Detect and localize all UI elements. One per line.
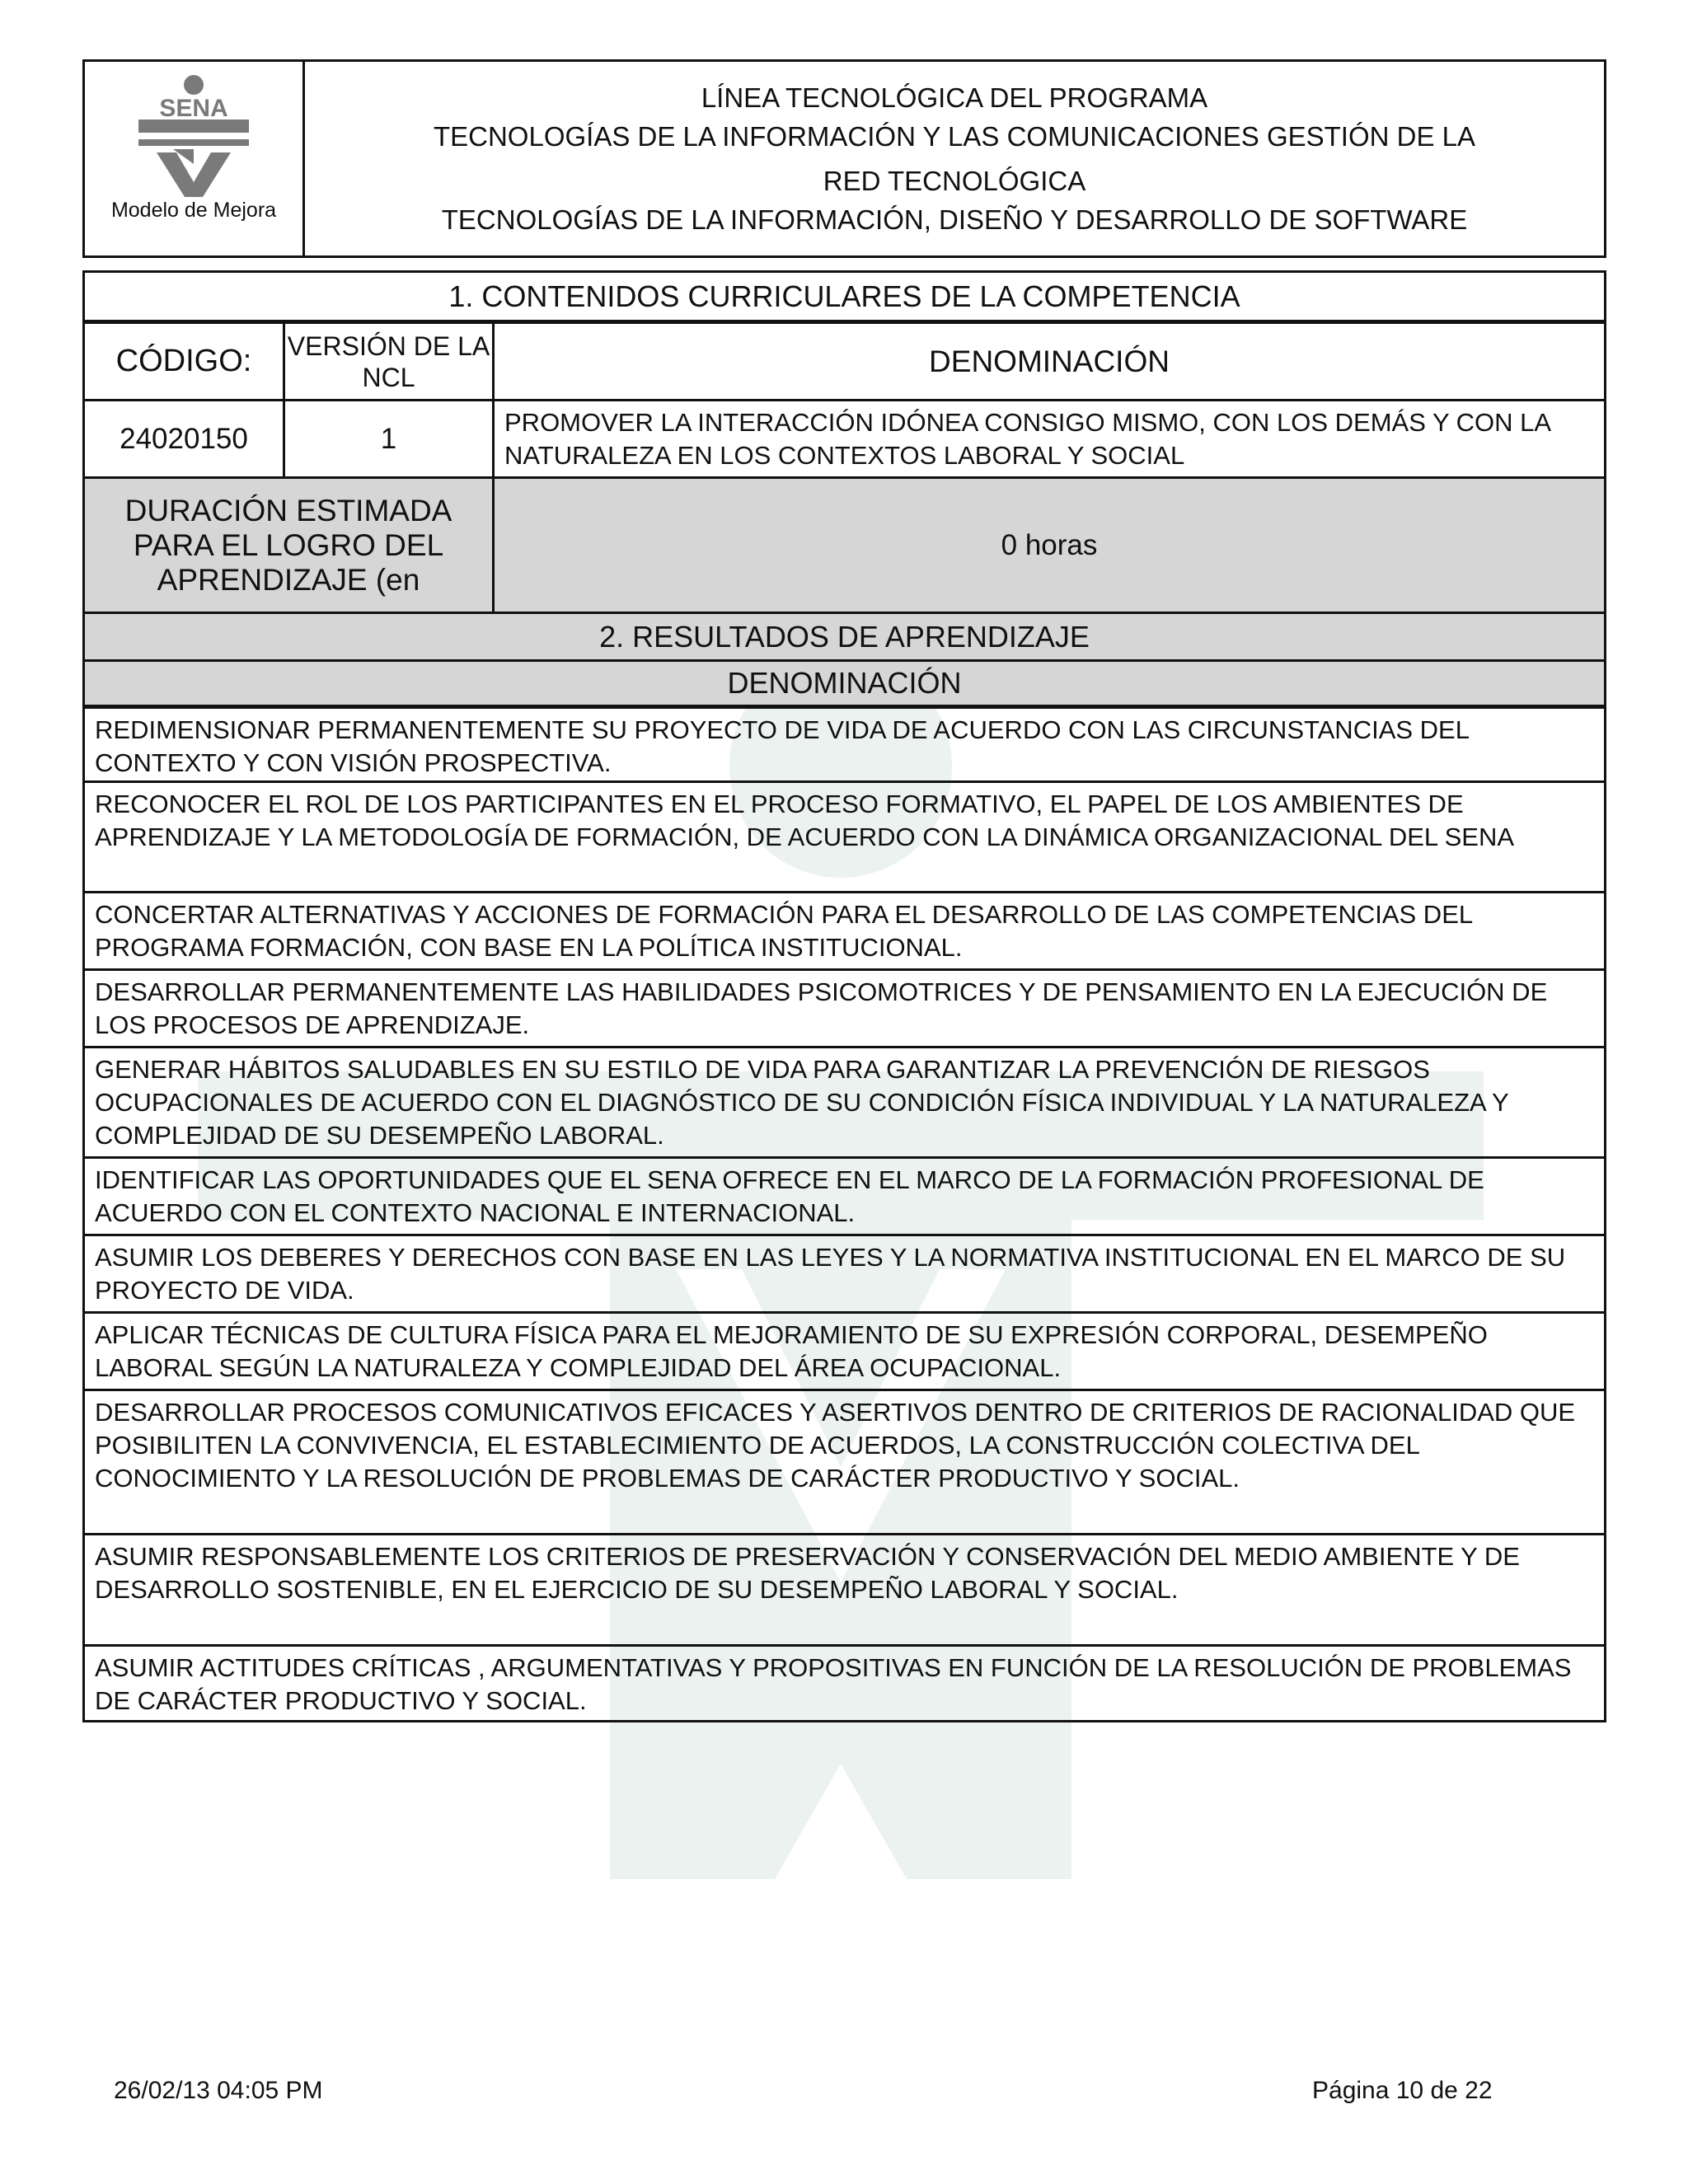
table-row — [85, 705, 1604, 780]
page-number: Página 10 de 22 — [1312, 2077, 1493, 2104]
competency-table — [82, 270, 1606, 1722]
learning-result-7: ASUMIR LOS DEBERES Y DERECHOS CON BASE EN LAS LEYES Y LA NORMATIVA INSTITUCIONAL EN EL MARCO DE SU PROYECTO DE VIDA. — [95, 1243, 1566, 1305]
learning-result-11: ASUMIR ACTITUDES CRÍTICAS , ARGUMENTATIVAS Y PROPOSITIVAS EN FUNCIÓN DE LA RESOLUCIÓN DE PROBLEMAS DE CARÁCTER PRODUCTIVO Y SOCIAL. — [95, 1653, 1572, 1715]
duration-label: DURACIÓN ESTIMADA PARA EL LOGRO DEL APRENDIZAJE (en — [85, 479, 495, 612]
table-row — [85, 1311, 1604, 1389]
denominacion-header: DENOMINACIÓN — [929, 344, 1170, 378]
table-row — [85, 1644, 1604, 1720]
learning-result-8: APLICAR TÉCNICAS DE CULTURA FÍSICA PARA EL MEJORAMIENTO DE SU EXPRESIÓN CORPORAL, DESEMPEÑO LABORAL SEGÚN LA NATURALEZA Y COMPLEJIDAD DEL ÁREA OCUPACIONAL. — [95, 1320, 1488, 1382]
table-row — [85, 1533, 1604, 1644]
section-1-title: 1. CONTENIDOS CURRICULARES DE LA COMPETENCIA — [448, 279, 1240, 313]
table-row — [85, 780, 1604, 891]
header-line-3: RED TECNOLÓGICA — [823, 165, 1086, 196]
table-row — [85, 891, 1604, 968]
duration-value: 0 horas — [1001, 528, 1098, 561]
svg-text:SENA: SENA — [159, 95, 228, 122]
table-row — [85, 1389, 1604, 1533]
learning-result-4: DESARROLLAR PERMANENTEMENTE LAS HABILIDADES PSICOMOTRICES Y DE PENSAMIENTO EN LA EJECUCIÓN DE LOS PROCESOS DE APRENDIZAJE. — [95, 977, 1548, 1039]
learning-result-1: REDIMENSIONAR PERMANENTEMENTE SU PROYECTO DE VIDA DE ACUERDO CON LAS CIRCUNSTANCIAS DEL CONTEXTO Y CON VISIÓN PROSPECTIVA. — [95, 715, 1469, 777]
codigo-value: 24020150 — [85, 401, 285, 476]
print-timestamp: 26/02/13 04:05 PM — [114, 2077, 323, 2104]
sena-logo-icon — [124, 73, 264, 197]
logo-caption: Modelo de Mejora — [110, 199, 277, 222]
program-line-block — [305, 62, 1604, 255]
table-row — [85, 1046, 1604, 1156]
table-row — [85, 1156, 1604, 1234]
version-header: VERSIÓN DE LA NCL — [285, 324, 495, 399]
learning-result-6: IDENTIFICAR LAS OPORTUNIDADES QUE EL SENA OFRECE EN EL MARCO DE LA FORMACIÓN PROFESIONAL DE ACUERDO CON EL CONTEXTO NACIONAL E INTERNACIONAL. — [95, 1165, 1484, 1227]
learning-result-10: ASUMIR RESPONSABLEMENTE LOS CRITERIOS DE PRESERVACIÓN Y CONSERVACIÓN DEL MEDIO AMBIENTE Y DE DESARROLLO SOSTENIBLE, EN EL EJERCICIO DE SU DESEMPEÑO LABORAL Y SOCIAL. — [95, 1542, 1520, 1604]
header-line-1: LÍNEA TECNOLÓGICA DEL PROGRAMA — [701, 82, 1208, 113]
logo-cell — [85, 62, 305, 255]
version-value: 1 — [285, 401, 495, 476]
section-2-title: 2. RESULTADOS DE APRENDIZAJE — [599, 619, 1090, 654]
results-denominacion-header: DENOMINACIÓN — [727, 666, 962, 700]
learning-result-5: GENERAR HÁBITOS SALUDABLES EN SU ESTILO DE VIDA PARA GARANTIZAR LA PREVENCIÓN DE RIESGOS OCUPACIONALES DE ACUERDO CON EL DIAGNÓSTICO DE SU CONDICIÓN FÍSICA INDIVIDUAL Y LA NATURALEZA Y COMPLEJIDAD DE SU DESEMPEÑO LABORAL. — [95, 1055, 1509, 1150]
header-line-4: TECNOLOGÍAS DE LA INFORMACIÓN, DISEÑO Y DESARROLLO DE SOFTWARE — [441, 204, 1468, 235]
denominacion-value: PROMOVER LA INTERACCIÓN IDÓNEA CONSIGO MISMO, CON LOS DEMÁS Y CON LA NATURALEZA EN LOS CONTEXTOS LABORAL Y SOCIAL — [504, 407, 1550, 470]
competency-row — [85, 399, 1604, 476]
learning-result-9: DESARROLLAR PROCESOS COMUNICATIVOS EFICACES Y ASERTIVOS DENTRO DE CRITERIOS DE RACIONALIDAD QUE POSIBILITEN LA CONVIVENCIA, EL ESTABLECIMIENTO DE ACUERDOS, LA CONSTRUCCIÓN COLECTIVA DEL CONOCIMIENTO Y LA RESOLUCIÓN DE PROBLEMAS DE CARÁCTER PRODUCTIVO Y SOCIAL. — [95, 1398, 1576, 1493]
table-row — [85, 968, 1604, 1046]
learning-result-2: RECONOCER EL ROL DE LOS PARTICIPANTES EN EL PROCESO FORMATIVO, EL PAPEL DE LOS AMBIENTES DE APRENDIZAJE Y LA METODOLOGÍA DE FORMACIÓN, DE ACUERDO CON LA DINÁMICA ORGANIZACIONAL DEL SENA — [95, 790, 1515, 851]
duration-row — [85, 476, 1604, 612]
header-line-2: TECNOLOGÍAS DE LA INFORMACIÓN Y LAS COMUNICACIONES GESTIÓN DE LA — [433, 121, 1476, 152]
document-header — [82, 59, 1606, 258]
codigo-header: CÓDIGO: — [85, 324, 285, 399]
table-header-row — [85, 320, 1604, 399]
learning-result-3: CONCERTAR ALTERNATIVAS Y ACCIONES DE FORMACIÓN PARA EL DESARROLLO DE LAS COMPETENCIAS DEL PROGRAMA FORMACIÓN, CON BASE EN LA POLÍTICA INSTITUCIONAL. — [95, 900, 1472, 962]
table-row — [85, 1234, 1604, 1311]
